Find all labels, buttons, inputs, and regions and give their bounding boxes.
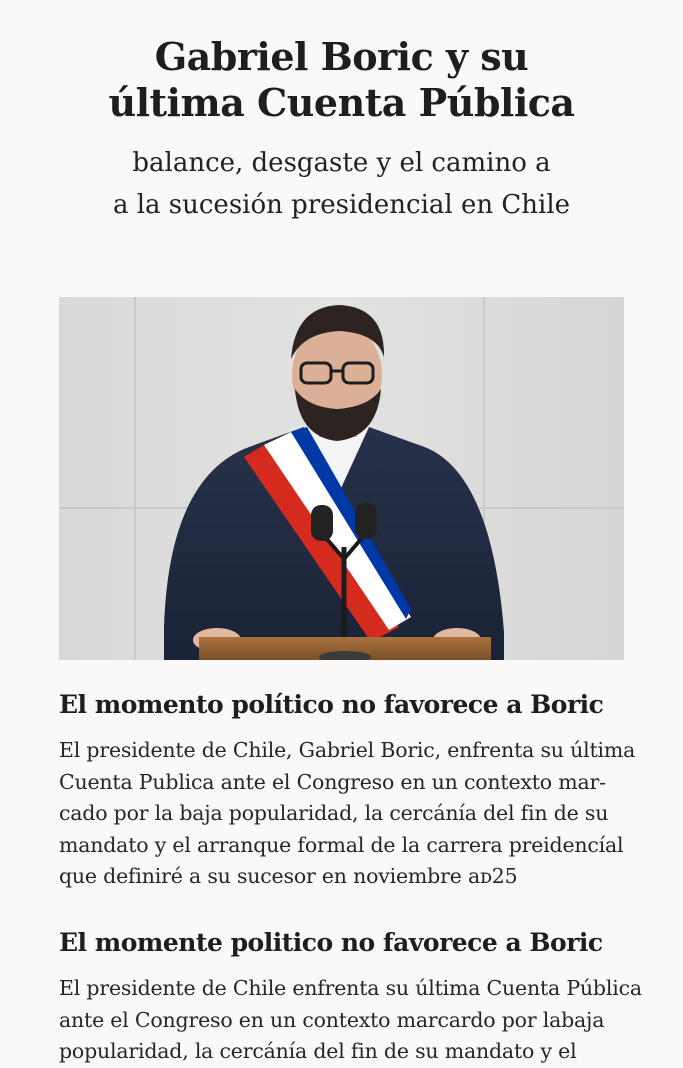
body-line: mandato y el arranque formal de la carrera preidencíal (59, 832, 624, 857)
body-line: El presidente de Chile, Gabriel Boric, enfrenta su última (59, 738, 636, 762)
section-heading: El momento político no favorece a Boric (59, 690, 604, 719)
body-line: popularidad, la cercánía del fin de su mandato y el (59, 1039, 577, 1063)
section-heading: El momente politico no favorece a Boric (59, 928, 603, 957)
body-line: que definiré a su sucesor en noviembre aᴅ25 (59, 864, 518, 888)
body-line: El presidente de Chile enfrenta su última Cuenta Pública (59, 976, 642, 1000)
article-photo (59, 297, 624, 660)
article-header (0, 34, 683, 226)
section-body (59, 735, 649, 893)
subheadline-line: a la sucesión presidencial en Chile (112, 190, 571, 220)
body-line: cado por la baja popularidad, la cercánía del fin de su (59, 801, 609, 825)
body-line: Cuenta Publica ante el Congreso en un contexto mar- (59, 769, 606, 794)
body-line: ante el Congreso en un contexto marcardo por labaja (59, 1007, 605, 1032)
headline (0, 34, 683, 126)
subheadline (0, 142, 683, 226)
article-section-1 (59, 689, 649, 893)
headline-line: Gabriel Boric y su (154, 34, 529, 79)
subheadline-line: balance, desgaste y el camino a (132, 148, 551, 178)
president-at-podium-image (59, 297, 624, 660)
article-section-2 (59, 927, 649, 1068)
section-body (59, 973, 649, 1068)
headline-line: última Cuenta Pública (108, 80, 575, 125)
